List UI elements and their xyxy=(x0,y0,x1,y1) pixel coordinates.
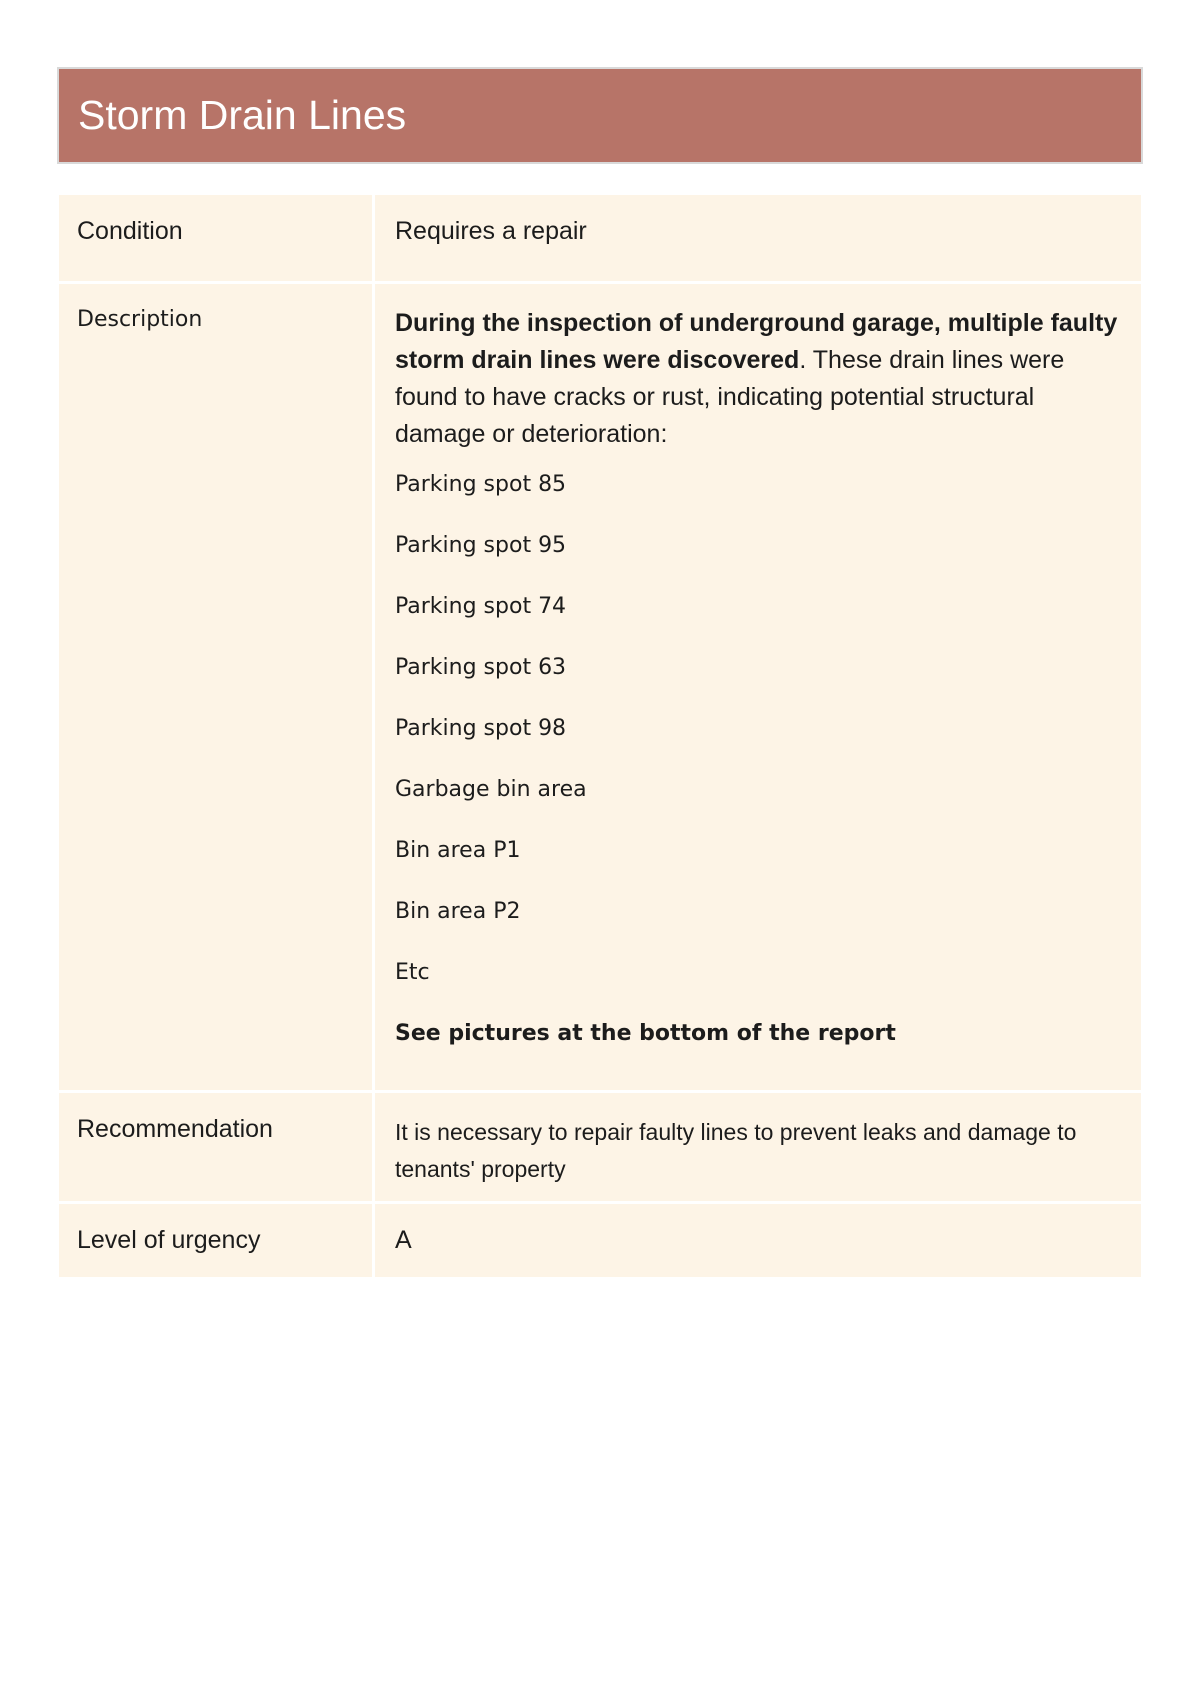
list-item: Parking spot 85 xyxy=(395,472,567,497)
description-intro xyxy=(395,305,1121,453)
see-pictures-note: See pictures at the bottom of the report xyxy=(395,1021,896,1046)
condition-value: Requires a repair xyxy=(375,195,1141,281)
description-value xyxy=(375,284,1141,1090)
location-list xyxy=(395,470,1121,1019)
recommendation-text: It is necessary to repair faulty lines to prevent leaks and damage to tenants' property xyxy=(395,1119,1077,1182)
list-item: Etc xyxy=(395,960,430,985)
list-item: Parking spot 74 xyxy=(395,594,567,619)
table-row-condition xyxy=(59,195,1141,284)
table-row-recommendation xyxy=(59,1093,1141,1204)
recommendation-value xyxy=(375,1093,1141,1201)
list-item: Bin area P2 xyxy=(395,899,521,924)
list-item: Parking spot 95 xyxy=(395,533,567,558)
report-table xyxy=(59,195,1141,1277)
list-item: Parking spot 63 xyxy=(395,655,567,680)
list-item: Parking spot 98 xyxy=(395,716,567,741)
urgency-label: Level of urgency xyxy=(59,1204,372,1277)
page-title: Storm Drain Lines xyxy=(78,92,407,138)
section-header xyxy=(57,67,1143,164)
list-item: Garbage bin area xyxy=(395,777,587,802)
recommendation-label: Recommendation xyxy=(59,1093,372,1201)
table-row-urgency xyxy=(59,1204,1141,1277)
condition-label: Condition xyxy=(59,195,372,281)
table-row-description xyxy=(59,284,1141,1093)
description-intro-bold: During the inspection of underground garage, multiple faulty storm drain lines were discovered xyxy=(395,309,1118,374)
description-label: Description xyxy=(59,284,372,1090)
description-intro-rest: . These drain lines were found to have cracks or rust, indicating potential structural damage or deterioration: xyxy=(395,346,1065,448)
urgency-value: A xyxy=(375,1204,1141,1277)
list-item: Bin area P1 xyxy=(395,838,521,863)
